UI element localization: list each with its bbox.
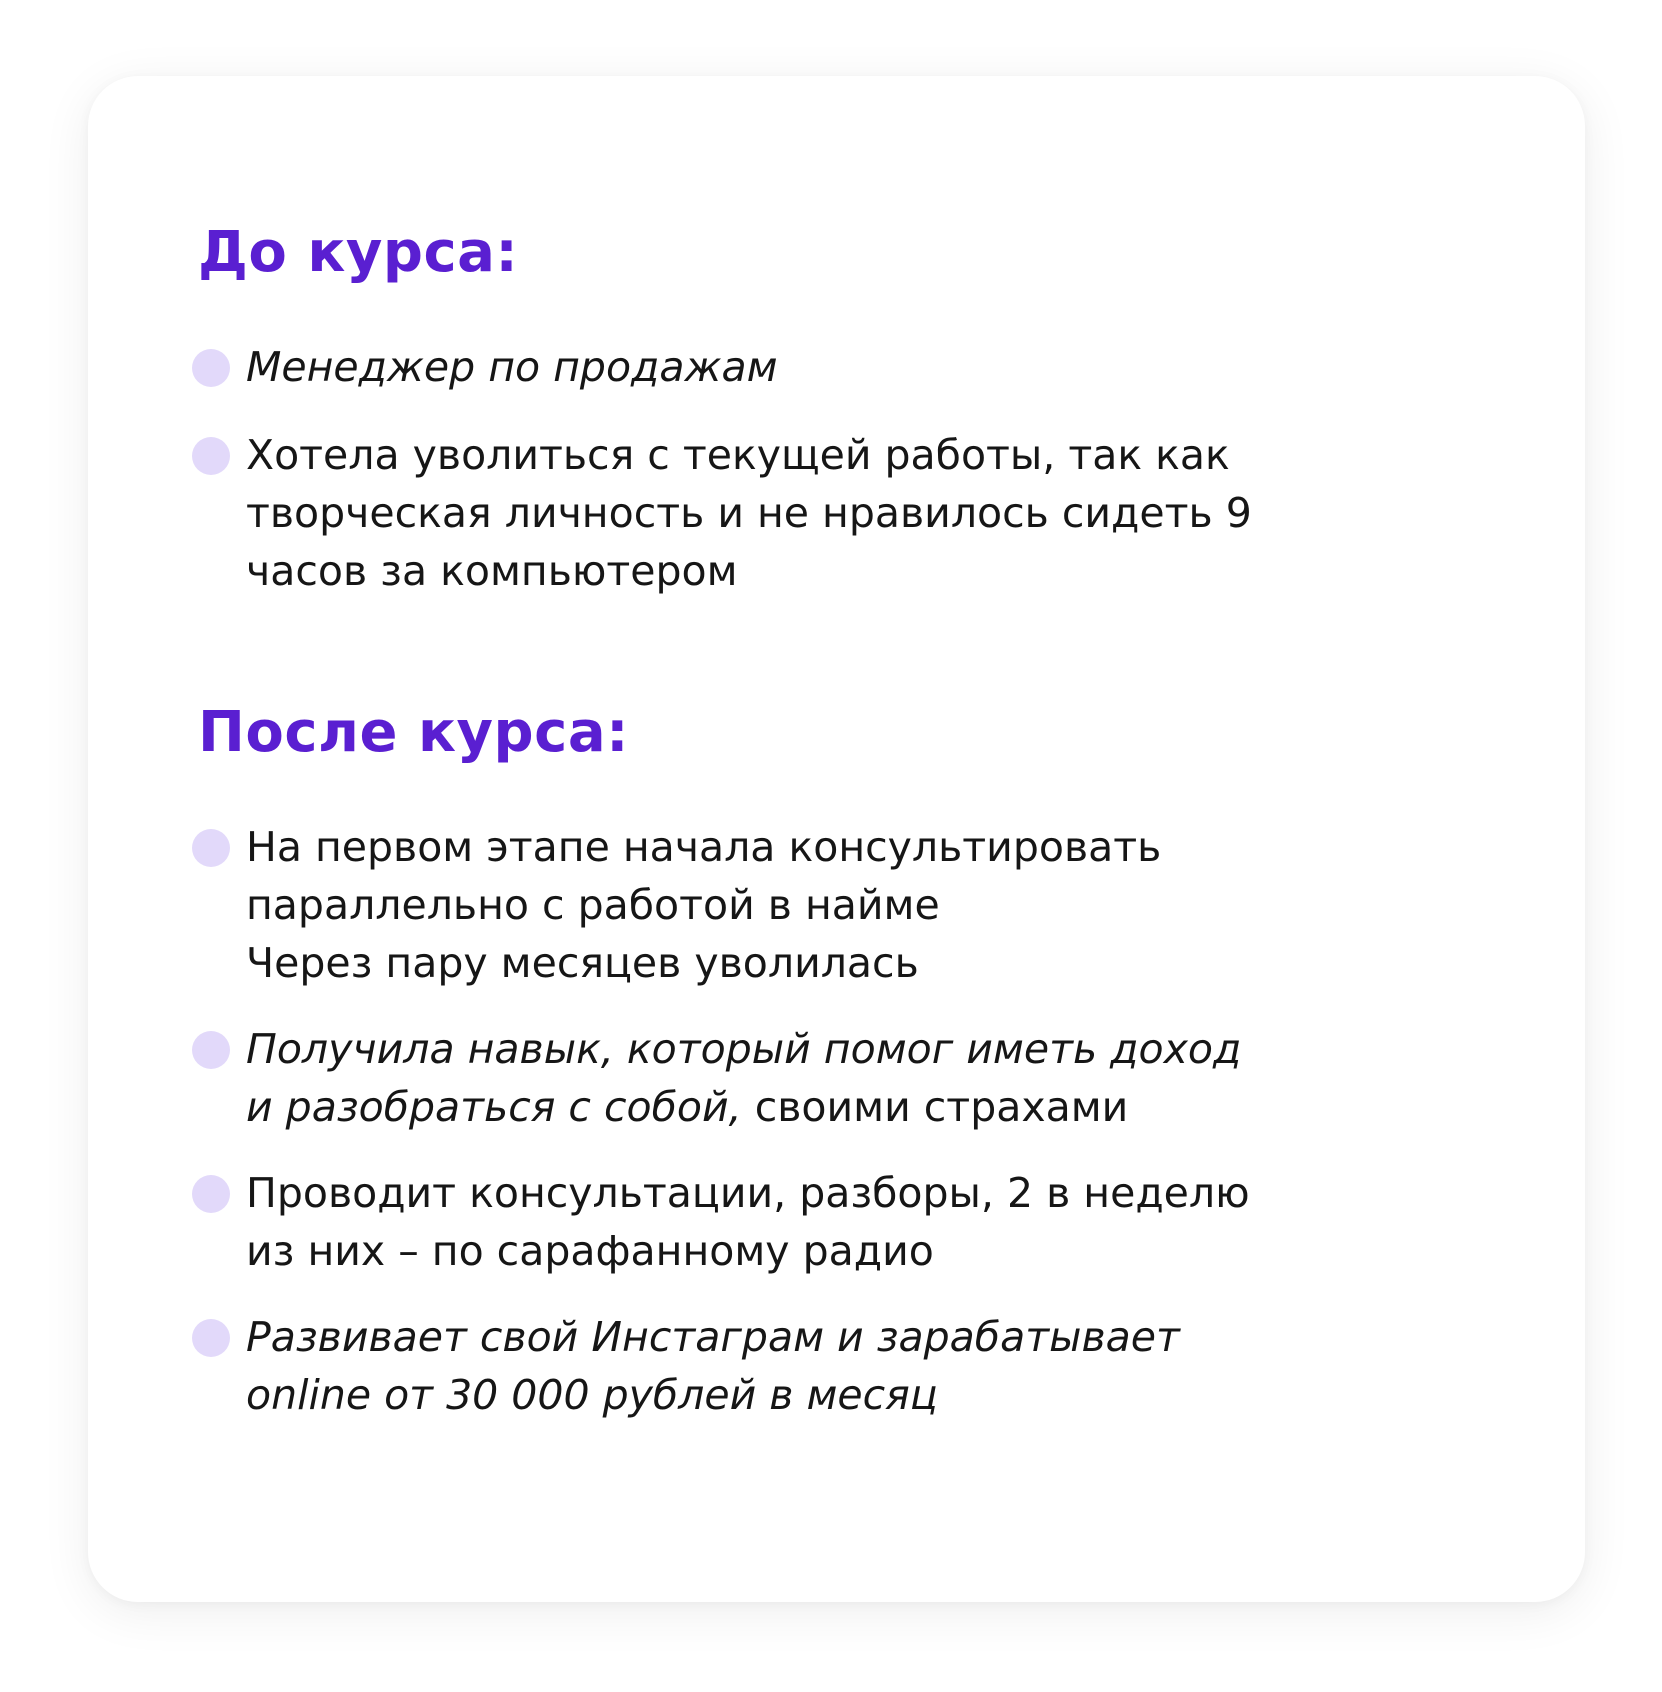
list-item (192, 818, 1532, 992)
item-text: параллельно с работой в найме (246, 881, 940, 929)
item-text: творческая личность и не нравилось сидеть 9 (246, 489, 1252, 537)
item-text: Проводит консультации, разборы, 2 в неделю (246, 1169, 1250, 1217)
item-text-line (246, 1164, 1532, 1222)
bullet-dot-icon (192, 829, 230, 867)
item-text-line (246, 542, 1532, 600)
emphasized-text: Менеджер по продажам (246, 343, 778, 391)
item-text: своими страхами (741, 1083, 1129, 1131)
item-text-line (246, 818, 1532, 876)
item-text: Хотела уволиться с текущей работы, так как (246, 431, 1230, 479)
item-text-line (246, 338, 1532, 396)
item-text: На первом этапе начала консультировать (246, 823, 1162, 871)
bullet-dot-icon (192, 437, 230, 475)
bullet-dot-icon (192, 1319, 230, 1357)
bullet-dot-icon (192, 349, 230, 387)
before-list (192, 338, 1532, 600)
before-section-title: До курса: (198, 220, 519, 285)
item-text-line (246, 426, 1532, 484)
item-text-line (246, 484, 1532, 542)
item-text: из них – по сарафанному радио (246, 1227, 934, 1275)
list-item (192, 1164, 1532, 1280)
item-text-line (246, 1020, 1532, 1078)
list-item (192, 1308, 1532, 1424)
emphasized-text: и разобраться с собой, (246, 1083, 742, 1131)
after-list (192, 818, 1532, 1424)
list-item (192, 338, 1532, 396)
list-item (192, 426, 1532, 600)
after-section-title: После курса: (198, 700, 630, 765)
emphasized-text: Получила навык, который помог иметь доход (246, 1025, 1242, 1073)
item-text: часов за компьютером (246, 547, 738, 595)
item-text-line (246, 1222, 1532, 1280)
list-item (192, 1020, 1532, 1136)
emphasized-text: Развивает свой Инстаграм и зарабатывает (246, 1313, 1180, 1361)
item-text: Через пару месяцев уволилась (246, 939, 919, 987)
item-text-line (246, 934, 1532, 992)
item-text-line (246, 1366, 1532, 1424)
content-card (88, 76, 1585, 1602)
bullet-dot-icon (192, 1031, 230, 1069)
emphasized-text: online от 30 000 рублей в месяц (246, 1371, 938, 1419)
item-text-line (246, 1308, 1532, 1366)
item-text-line (246, 876, 1532, 934)
bullet-dot-icon (192, 1175, 230, 1213)
item-text-line (246, 1078, 1532, 1136)
